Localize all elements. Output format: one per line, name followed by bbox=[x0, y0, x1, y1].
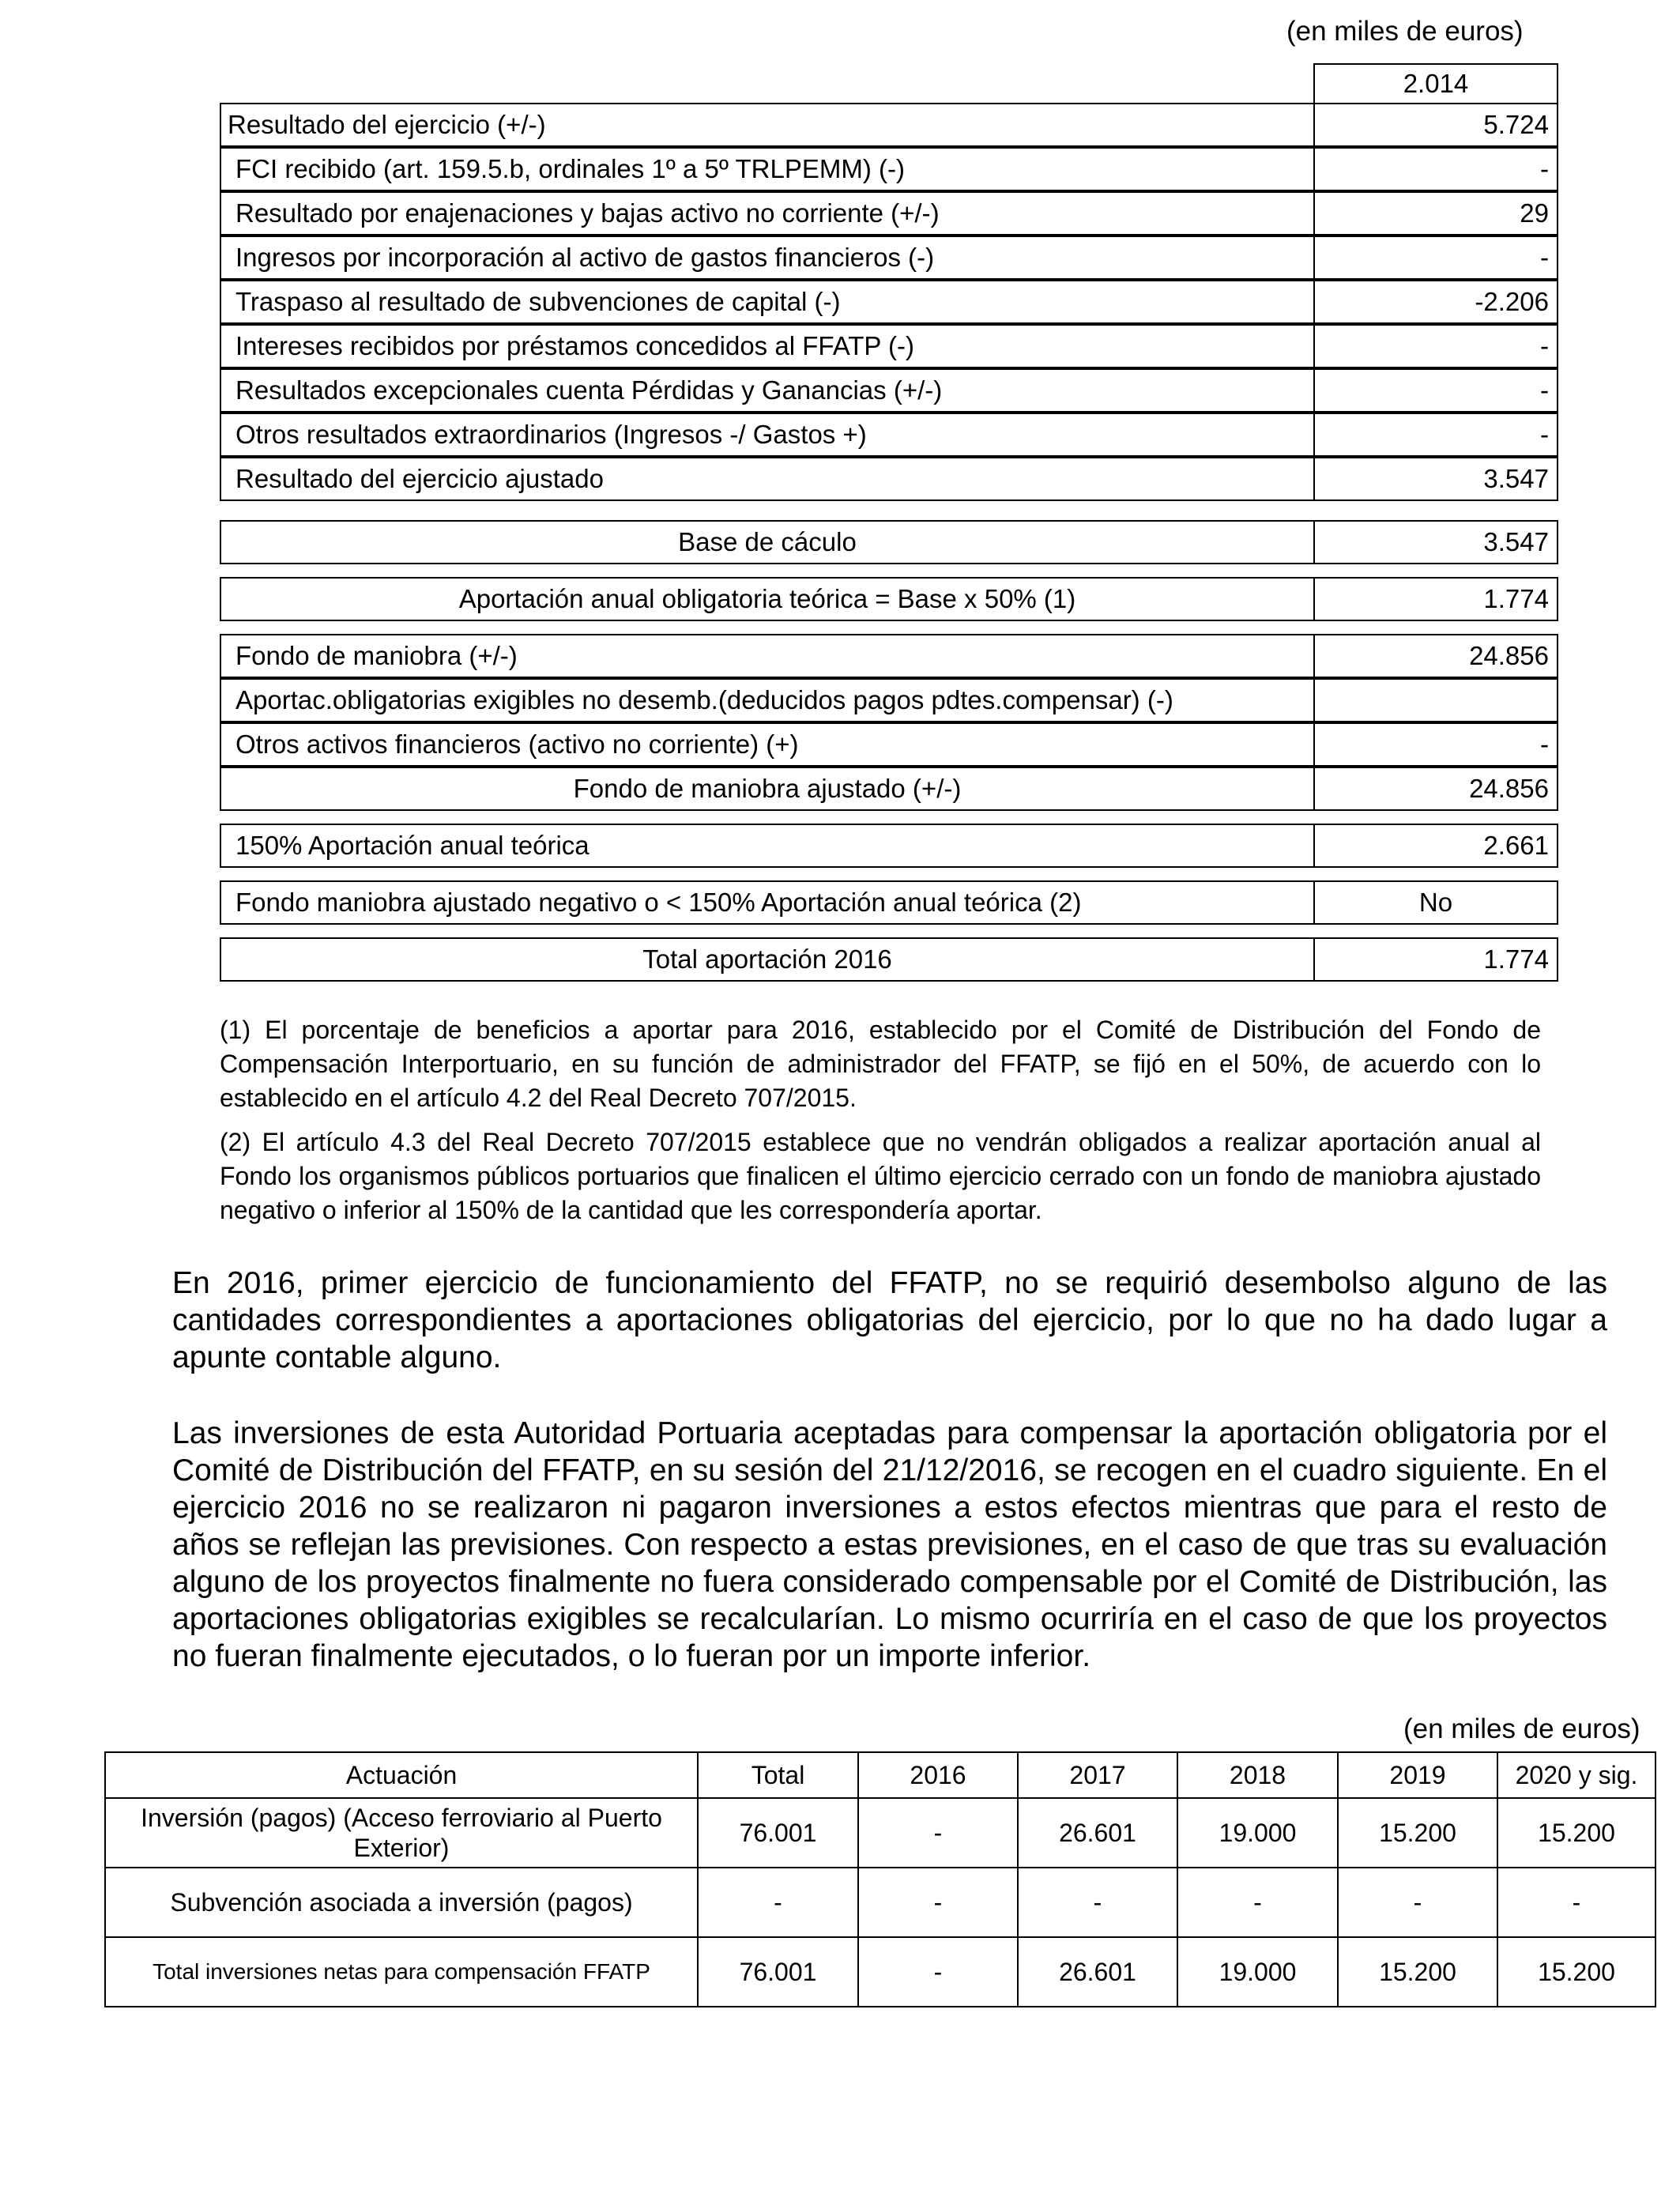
aportacion-teorica-value: 1.774 bbox=[1313, 577, 1558, 621]
calc-value: - bbox=[1313, 368, 1558, 413]
col-header: Actuación bbox=[105, 1752, 698, 1798]
cell-value: - bbox=[1338, 1868, 1497, 1937]
total-aportacion-label: Total aportación 2016 bbox=[220, 937, 1315, 982]
table-row bbox=[105, 1937, 1656, 2007]
cell-value: 19.000 bbox=[1177, 1937, 1338, 2007]
calc-value: -2.206 bbox=[1313, 280, 1558, 324]
cell-value: 15.200 bbox=[1497, 1798, 1656, 1868]
fondo-value: 24.856 bbox=[1313, 767, 1558, 811]
calc-label: Traspaso al resultado de subvenciones de capital (-) bbox=[220, 280, 1315, 324]
cell-value: 76.001 bbox=[698, 1798, 858, 1868]
fondo-label: Fondo de maniobra (+/-) bbox=[220, 634, 1315, 678]
footnote-2: (2) El artículo 4.3 del Real Decreto 707/2015 establece que no vendrán obligados a realizar aportación anual al Fondo los organismos públicos portuarios que finalicen el último ejercicio cerrado con un fondo de maniobra ajustado negativo o inferior al 150% de la cantidad que les correspondería aportar. bbox=[220, 1128, 1541, 1224]
negativo-label: Fondo maniobra ajustado negativo o < 150% Aportación anual teórica (2) bbox=[220, 880, 1315, 925]
col-header: 2017 bbox=[1018, 1752, 1177, 1798]
calc-label: Intereses recibidos por préstamos concedidos al FFATP (-) bbox=[220, 324, 1315, 368]
row-label: Total inversiones netas para compensación FFATP bbox=[105, 1937, 698, 2007]
units-label-top: (en miles de euros) bbox=[1286, 16, 1524, 47]
calc-value: - bbox=[1313, 324, 1558, 368]
cell-value: 26.601 bbox=[1018, 1937, 1177, 2007]
col-header: 2018 bbox=[1177, 1752, 1338, 1798]
year-header: 2.014 bbox=[1313, 63, 1558, 103]
cell-value: 19.000 bbox=[1177, 1798, 1338, 1868]
cell-value: 15.200 bbox=[1497, 1937, 1656, 2007]
cell-value: - bbox=[1018, 1868, 1177, 1937]
cell-value: 15.200 bbox=[1338, 1798, 1497, 1868]
table-row bbox=[105, 1868, 1656, 1937]
ciento-cincuenta-label: 150% Aportación anual teórica bbox=[220, 824, 1315, 868]
calc-value: - bbox=[1313, 413, 1558, 457]
col-header: 2020 y sig. bbox=[1497, 1752, 1656, 1798]
cell-value: 76.001 bbox=[698, 1937, 858, 2007]
fondo-label: Otros activos financieros (activo no corriente) (+) bbox=[220, 722, 1315, 767]
cell-value: 15.200 bbox=[1338, 1937, 1497, 2007]
calc-value: - bbox=[1313, 236, 1558, 280]
ciento-cincuenta-value: 2.661 bbox=[1313, 824, 1558, 868]
cell-value: 26.601 bbox=[1018, 1798, 1177, 1868]
table-row bbox=[105, 1798, 1656, 1868]
fondo-value: - bbox=[1313, 722, 1558, 767]
fondo-label: Fondo de maniobra ajustado (+/-) bbox=[220, 767, 1315, 811]
units-label-bottom: (en miles de euros) bbox=[1403, 1713, 1640, 1744]
cell-value: - bbox=[858, 1937, 1018, 2007]
cell-value: - bbox=[1497, 1868, 1656, 1937]
cell-value: - bbox=[858, 1868, 1018, 1937]
cell-value: - bbox=[858, 1798, 1018, 1868]
calc-label: Ingresos por incorporación al activo de gastos financieros (-) bbox=[220, 236, 1315, 280]
cell-value: - bbox=[698, 1868, 858, 1937]
investments-table bbox=[104, 1751, 1656, 2007]
base-calculo-label: Base de cáculo bbox=[220, 520, 1315, 564]
col-header: 2016 bbox=[858, 1752, 1018, 1798]
row-label: Inversión (pagos) (Acceso ferroviario al Puerto Exterior) bbox=[105, 1798, 698, 1868]
paragraph-1: En 2016, primer ejercicio de funcionamiento del FFATP, no se requirió desembolso alguno de las cantidades correspondientes a aportaciones obligatorias del ejercicio, por lo que no ha dado lugar a apunte contable alguno. bbox=[172, 1266, 1607, 1374]
calc-value: 3.547 bbox=[1313, 457, 1558, 501]
calc-label: FCI recibido (art. 159.5.b, ordinales 1º a 5º TRLPEMM) (-) bbox=[220, 147, 1315, 191]
footnote-1: (1) El porcentaje de beneficios a aportar para 2016, establecido por el Comité de Distribución del Fondo de Compensación Interportuario, en su función de administrador del FFATP, se fijó en el 50%, de acuerdo con lo establecido en el artículo 4.2 del Real Decreto 707/2015. bbox=[220, 1016, 1541, 1112]
paragraph-2: Las inversiones de esta Autoridad Portuaria aceptadas para compensar la aportación obligatoria por el Comité de Distribución del FFATP, en su sesión del 21/12/2016, se recogen en el cuadro siguiente. En el ejercicio 2016 no se realizaron ni pagaron inversiones a estos efectos mientras que para el resto de años se reflejan las previsiones. Con respecto a estas previsiones, en el caso de que tras su evaluación alguno de los proyectos finalmente no fuera considerado compensable por el Comité de Distribución, las aportaciones obligatorias exigibles se recalcularían. Lo mismo ocurriría en el caso de que los proyectos no fueran finalmente ejecutados, o lo fueran por un importe inferior. bbox=[172, 1416, 1607, 1673]
base-calculo-value: 3.547 bbox=[1313, 520, 1558, 564]
calc-label: Otros resultados extraordinarios (Ingresos -/ Gastos +) bbox=[220, 413, 1315, 457]
calc-value: 29 bbox=[1313, 191, 1558, 236]
cell-value: - bbox=[1177, 1868, 1338, 1937]
fondo-label: Aportac.obligatorias exigibles no desemb.(deducidos pagos pdtes.compensar) (-) bbox=[220, 678, 1315, 722]
negativo-value: No bbox=[1313, 880, 1558, 925]
calc-value: - bbox=[1313, 147, 1558, 191]
calc-value: 5.724 bbox=[1313, 103, 1558, 147]
calc-label: Resultado del ejercicio ajustado bbox=[220, 457, 1315, 501]
fondo-value: 24.856 bbox=[1313, 634, 1558, 678]
total-aportacion-value: 1.774 bbox=[1313, 937, 1558, 982]
row-label: Subvención asociada a inversión (pagos) bbox=[105, 1868, 698, 1937]
fondo-value bbox=[1313, 678, 1558, 722]
investments-header-row bbox=[105, 1752, 1656, 1798]
col-header: Total bbox=[698, 1752, 858, 1798]
col-header: 2019 bbox=[1338, 1752, 1497, 1798]
aportacion-teorica-label: Aportación anual obligatoria teórica = Base x 50% (1) bbox=[220, 577, 1315, 621]
calc-label: Resultado del ejercicio (+/-) bbox=[220, 103, 1315, 147]
calc-label: Resultados excepcionales cuenta Pérdidas y Ganancias (+/-) bbox=[220, 368, 1315, 413]
calc-label: Resultado por enajenaciones y bajas activo no corriente (+/-) bbox=[220, 191, 1315, 236]
